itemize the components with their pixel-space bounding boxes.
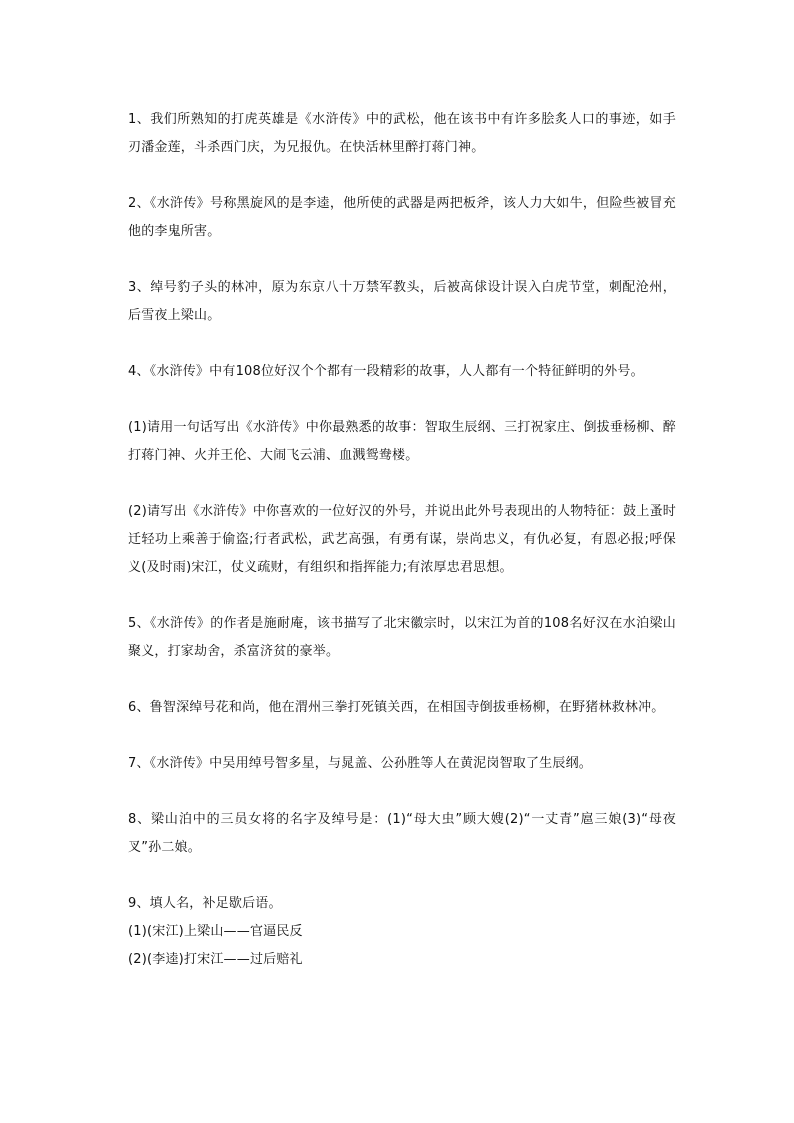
- paragraph-1: 1、我们所熟知的打虎英雄是《水浒传》中的武松，他在该书中有许多脍炙人口的事迹，如手刃潘金莲，斗杀西门庆，为兄报仇。在快活林里醉打蒋门神。: [128, 112, 676, 155]
- document-body: [128, 106, 676, 974]
- paragraph-9: 9、填人名，补足歇后语。: [128, 896, 282, 911]
- paragraph-4: 4、《水浒传》中有108位好汉个个都有一段精彩的故事，人人都有一个特征鲜明的外号。: [128, 364, 644, 379]
- paragraph-9-2: (2)(李逵)打宋江——过后赔礼: [128, 952, 303, 967]
- paragraph-4-1: (1)请用一句话写出《水浒传》中你最熟悉的故事：智取生辰纲、三打祝家庄、倒拔垂杨柳、醉打蒋门神、火并王伦、大闹飞云浦、血溅鸳鸯楼。: [128, 420, 676, 463]
- paragraph-8: 8、梁山泊中的三员女将的名字及绰号是：(1)“母大虫”顾大嫂(2)“一丈青”扈三娘(3)“母夜叉”孙二娘。: [128, 812, 676, 855]
- paragraph-3: 3、绰号豹子头的林冲，原为东京八十万禁军教头，后被高俅设计误入白虎节堂，刺配沧州，后雪夜上梁山。: [128, 280, 676, 323]
- paragraph-4-2: (2)请写出《水浒传》中你喜欢的一位好汉的外号，并说出此外号表现出的人物特征：鼓上蚤时迁轻功上乘善于偷盗;行者武松，武艺高强，有勇有谋，崇尚忠义，有仇必复，有恩必报;呼保义(及时雨)宋江，仗义疏财，有组织和指挥能力;有浓厚忠君思想。: [128, 504, 676, 575]
- paragraph-6: 6、鲁智深绰号花和尚，他在渭州三拳打死镇关西，在相国寺倒拔垂杨柳，在野猪林救林冲。: [128, 700, 665, 715]
- paragraph-2: 2、《水浒传》号称黑旋风的是李逵，他所使的武器是两把板斧，该人力大如牛，但险些被冒充他的李鬼所害。: [128, 196, 676, 239]
- paragraph-9-1: (1)(宋江)上梁山——官逼民反: [128, 924, 303, 939]
- paragraph-7: 7、《水浒传》中吴用绰号智多星，与晁盖、公孙胜等人在黄泥岗智取了生辰纲。: [128, 756, 592, 771]
- paragraph-5: 5、《水浒传》的作者是施耐庵，该书描写了北宋徽宗时，以宋江为首的108名好汉在水泊梁山聚义，打家劫舍，杀富济贫的豪举。: [128, 616, 676, 659]
